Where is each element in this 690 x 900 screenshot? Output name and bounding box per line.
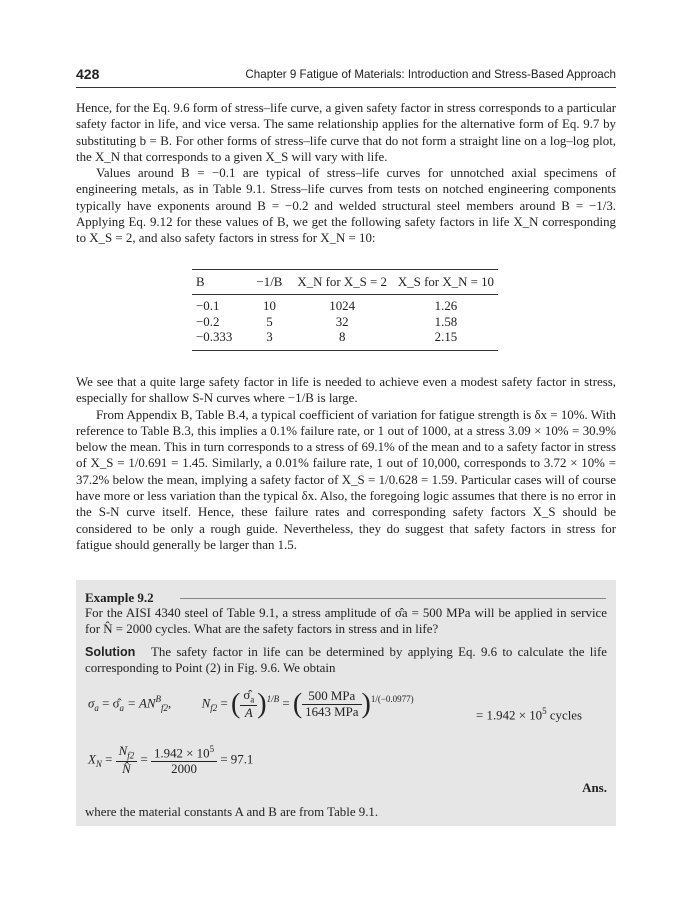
table-cell: 5 (266, 314, 273, 329)
table-cell: −0.333 (196, 330, 233, 344)
solution-label: Solution (85, 645, 136, 659)
example-closing: where the material constants A and B are from Table 9.1. (85, 805, 379, 819)
table-header-cell: X_S for X_N = 10 (397, 275, 494, 289)
table-cell: 1.26 (434, 299, 458, 313)
example-title: Example 9.2 (85, 590, 160, 605)
table-header-cell: −1/B (256, 275, 283, 289)
table-header-cell: B (196, 275, 205, 289)
example-divider (180, 598, 606, 599)
example-box (76, 580, 616, 826)
table-cell: 1.58 (434, 314, 458, 329)
page-number: 428 (76, 66, 100, 82)
paragraph: From Appendix B, Table B.4, a typical coefficient of variation for fatigue strength is δx = 10%. With reference to Table B.3, this implies a 0.1% failure rate, or 1 out of 1000, at a stress 3.09 × 10% = 30.9% below the mean. This in turn corresponds to a stress of 69.1% of the mean and to a safety factor in stress of X_S = 1/0.691 = 1.45. Similarly, a 0.01% failure rate, 1 out of 10,000, corresponds to 3.72 × 10% = 37.2% below the mean, implying a safety factor of X_S = 1/0.628 = 1.59. Particular cases will of course have more or less variation than the typical δx. Also, the foregoing logic assumes that there is no error in the S-N curve itself. Hence, these failure rates and corresponding safety factors X_S should be considered to be only a rough guide. Nevertheless, they do suggest that safety factors in stress for fatigue should generally be larger than 1.5. (76, 407, 616, 552)
safety-factor-table (192, 269, 498, 351)
equation-life-result: = $1.942 \times 10^5$ cycles (476, 706, 583, 723)
page-header (76, 65, 616, 88)
table-cell: 2.15 (434, 330, 458, 344)
table-header-cell: X_N for X_S = 2 (297, 275, 387, 289)
running-head: Chapter 9 Fatigue of Materials: Introduction and Stress-Based Approach (245, 68, 616, 81)
table-row (192, 295, 498, 315)
table-header-row (192, 270, 498, 295)
table-cell: 1024 (329, 299, 356, 313)
equation-life: $\sigma_a$ = $\sigmâ_a = AN^B_{f2}$, $N_{f2}$ = ( $\frac{\sigmâ_a}{A}$ )$^{1/B}$ = ( $\frac{\text{500 MPa}}{\text{1643 MPa}}$ )$^{1/(-0.0977)}$ (88, 688, 414, 720)
solution-text: The safety factor in life can be determined by applying Eq. 9.6 to calculate the life corresponding to Point (2) in Fig. 9.6. We obtain (85, 645, 607, 676)
fraction: $\frac{\text{500 MPa}}{\text{1643 MPa}}$ (302, 689, 361, 720)
paragraph: Values around B = −0.1 are typical of stress–life curves for unnotched axial specimens of engineering metals, as in Table 9.1. Stress–life curves from tests on notched engineering components typically have exponents around B = −0.2 and welded structural steel members around B = −1/3. Applying Eq. 9.12 for these values of B, we get the following safety factors in life X_N corresponding to X_S = 2, and also safety factors in stress for X_N = 10: (76, 166, 616, 246)
example-problem: For the AISI 4340 steel of Table 9.1, a stress amplitude of σ̂a = 500 MPa will be applied in service for N̂ = 2000 cycles. What are the safety factors in stress and in life? (85, 606, 607, 637)
table-row (192, 330, 498, 350)
example-solution (85, 644, 607, 677)
paragraph: We see that a quite large safety factor in life is needed to achieve even a modest safety factor in stress, especially for shallow S-N curves where −1/B is large. (76, 375, 616, 406)
equation-safety-factor: $X_N$ = $\frac{N_{f2}}{N̂}$ = $\frac{1.942 \times 10^5}{2000}$ = 97.1 (88, 744, 254, 777)
table-cell: 32 (335, 314, 349, 329)
table-cell: −0.2 (196, 314, 220, 329)
fraction: $\frac{N_{f2}}{N̂}$ (116, 744, 138, 777)
fraction: $\frac{1.942 \times 10^5}{2000}$ (151, 744, 217, 777)
answer-label: Ans. (582, 780, 607, 795)
table-cell: 3 (266, 330, 273, 344)
body-text-top (76, 100, 616, 247)
table-row (192, 315, 498, 331)
table-cell: 10 (263, 299, 276, 313)
table-cell: −0.1 (196, 299, 220, 313)
table-cell: 8 (338, 330, 346, 344)
fraction: $\frac{\sigmâ_a}{A}$ (240, 688, 257, 721)
paragraph: Hence, for the Eq. 9.6 form of stress–life curve, a given safety factor in stress corresponds to a particular safety factor in life, and vice versa. The same relationship applies for the alternative form of Eq. 9.7 by substituting b = B. For other forms of stress–life curve that do not form a straight line on a log–log plot, the X_N that corresponds to a given X_S will vary with life. (76, 101, 616, 164)
body-text-bottom (76, 374, 616, 553)
